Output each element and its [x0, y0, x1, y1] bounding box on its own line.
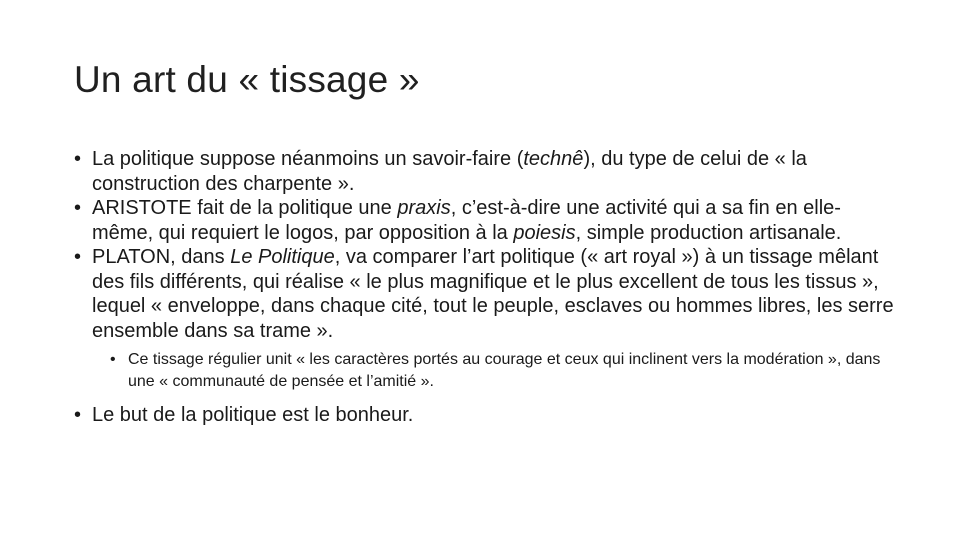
bullet-italic-title: Le Politique [230, 246, 335, 268]
bullet-marker: • [74, 148, 82, 170]
slide-title: Un art du « tissage » [74, 59, 420, 100]
sub-bullet-marker: • [110, 351, 116, 368]
bullet-text: PLATON, dans [92, 246, 231, 268]
bullet-bonheur [74, 403, 894, 428]
bullet-techne [74, 147, 894, 196]
bullet-text: Le but de la politique est le bonheur. [92, 404, 414, 426]
bullet-text: ARISTOTE fait de la politique une [92, 197, 398, 219]
bullet-text: , va comparer l’art politique (« art royal ») à un tissage mêlant des fils différents, qui réalise « le plus magnifique et le plus excellent de tous les tissus », lequel « enveloppe, dans chaque cité, tout le peuple, esclaves ou hommes libres, les serre ensemble dans sa trame ». [92, 246, 894, 342]
bullet-italic-term: technê [523, 148, 584, 170]
slide-content [74, 147, 894, 428]
bullet-aristote [74, 196, 894, 245]
bullet-marker: • [74, 246, 82, 268]
bullet-text: , c’est-à-dire une activité qui a sa fin en elle-même, qui requiert le logos, par opposition à la [92, 197, 841, 244]
bullet-platon [74, 245, 894, 343]
bullet-marker: • [74, 404, 82, 426]
bullet-marker: • [74, 197, 82, 219]
bullet-text: , simple production artisanale. [575, 221, 842, 244]
bullet-italic-term: praxis [397, 197, 451, 219]
sub-bullet-tissage [110, 349, 894, 393]
bullet-text: ), du type de celui de « la construction des charpente ». [92, 148, 807, 195]
bullet-text: La politique suppose néanmoins un savoir-faire ( [92, 148, 524, 170]
bullet-italic-term: poiesis [513, 221, 576, 244]
sub-bullet-text: Ce tissage régulier unit « les caractères portés au courage et ceux qui inclinent vers la modération », dans une « communauté de pensée et l’amitié ». [128, 351, 881, 390]
